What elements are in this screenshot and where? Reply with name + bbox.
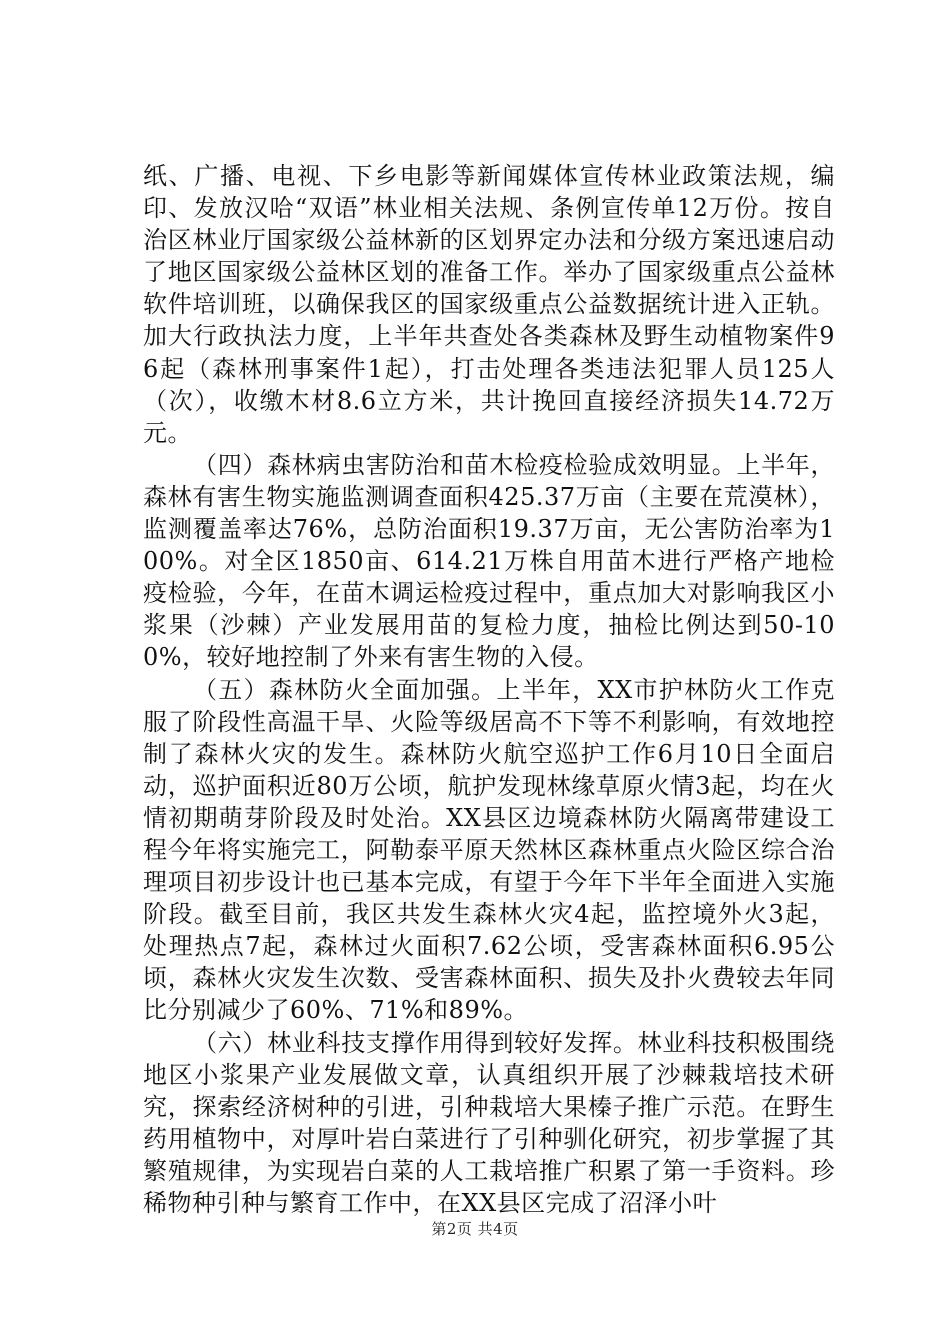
paragraph-forestry-technology: （六）林业科技支撑作用得到较好发挥。林业科技积极围绕地区小浆果产业发展做文章，认真组织开展了沙棘栽培技术研究，探索经济树种的引进，引种栽培大果榛子推广示范。在野生药用植物中，对厚叶岩白菜进行了引种驯化研究，初步掌握了其繁殖规律，为实现岩白菜的人工栽培推广积累了第一手资料。珍稀物种引种与繁育工作中，在XX县区完成了沼泽小叶 bbox=[143, 1028, 835, 1217]
document-body bbox=[143, 160, 835, 1219]
paragraph-fire-prevention: （五）森林防火全面加强。上半年，XX市护林防火工作克服了阶段性高温干旱、火险等级居高不下等不利影响，有效地控制了森林火灾的发生。森林防火航空巡护工作6月10日全面启动，巡护面积近80万公顷，航护发现林缘草原火情3起，均在火情初期萌芽阶段及时处治。XX县区边境森林防火隔离带建设工程今年将实施完工，阿勒泰平原天然林区森林重点火险区综合治理项目初步设计也已基本完成，有望于今年下半年全面进入实施阶段。截至目前，我区共发生森林火灾4起，监控境外火3起，处理热点7起，森林过火面积7.62公顷，受害森林面积6.95公顷，森林火灾发生次数、受害森林面积、损失及扑火费较去年同比分别减少了60%、71%和89%。 bbox=[143, 675, 835, 1025]
paragraph-pest-control: （四）森林病虫害防治和苗木检疫检验成效明显。上半年，森林有害生物实施监测调查面积425.37万亩（主要在荒漠林），监测覆盖率达76%，总防治面积19.37万亩，无公害防治率为100%。对全区1850亩、614.21万株自用苗木进行严格产地检疫检验，今年，在苗木调运检疫过程中，重点加大对影响我区小浆果（沙棘）产业发展用苗的复检力度，抽检比例达到50-100%，较好地控制了外来有害生物的入侵。 bbox=[143, 450, 835, 672]
page-footer: 第2页 共4页 bbox=[431, 1220, 519, 1238]
paragraph-law-enforcement: 纸、广播、电视、下乡电影等新闻媒体宣传林业政策法规，编印、发放汉哈“双语”林业相关法规、条例宣传单12万份。按自治区林业厅国家级公益林新的区划界定办法和分级方案迅速启动了地区国家级公益林区划的准备工作。举办了国家级重点公益林软件培训班，以确保我区的国家级重点公益数据统计进入正轨。加大行政执法力度，上半年共查处各类森林及野生动植物案件96起（森林刑事案件1起），打击处理各类违法犯罪人员125人（次），收缴木材8.6立方米，共计挽回直接经济损失14.72万元。 bbox=[143, 162, 835, 447]
